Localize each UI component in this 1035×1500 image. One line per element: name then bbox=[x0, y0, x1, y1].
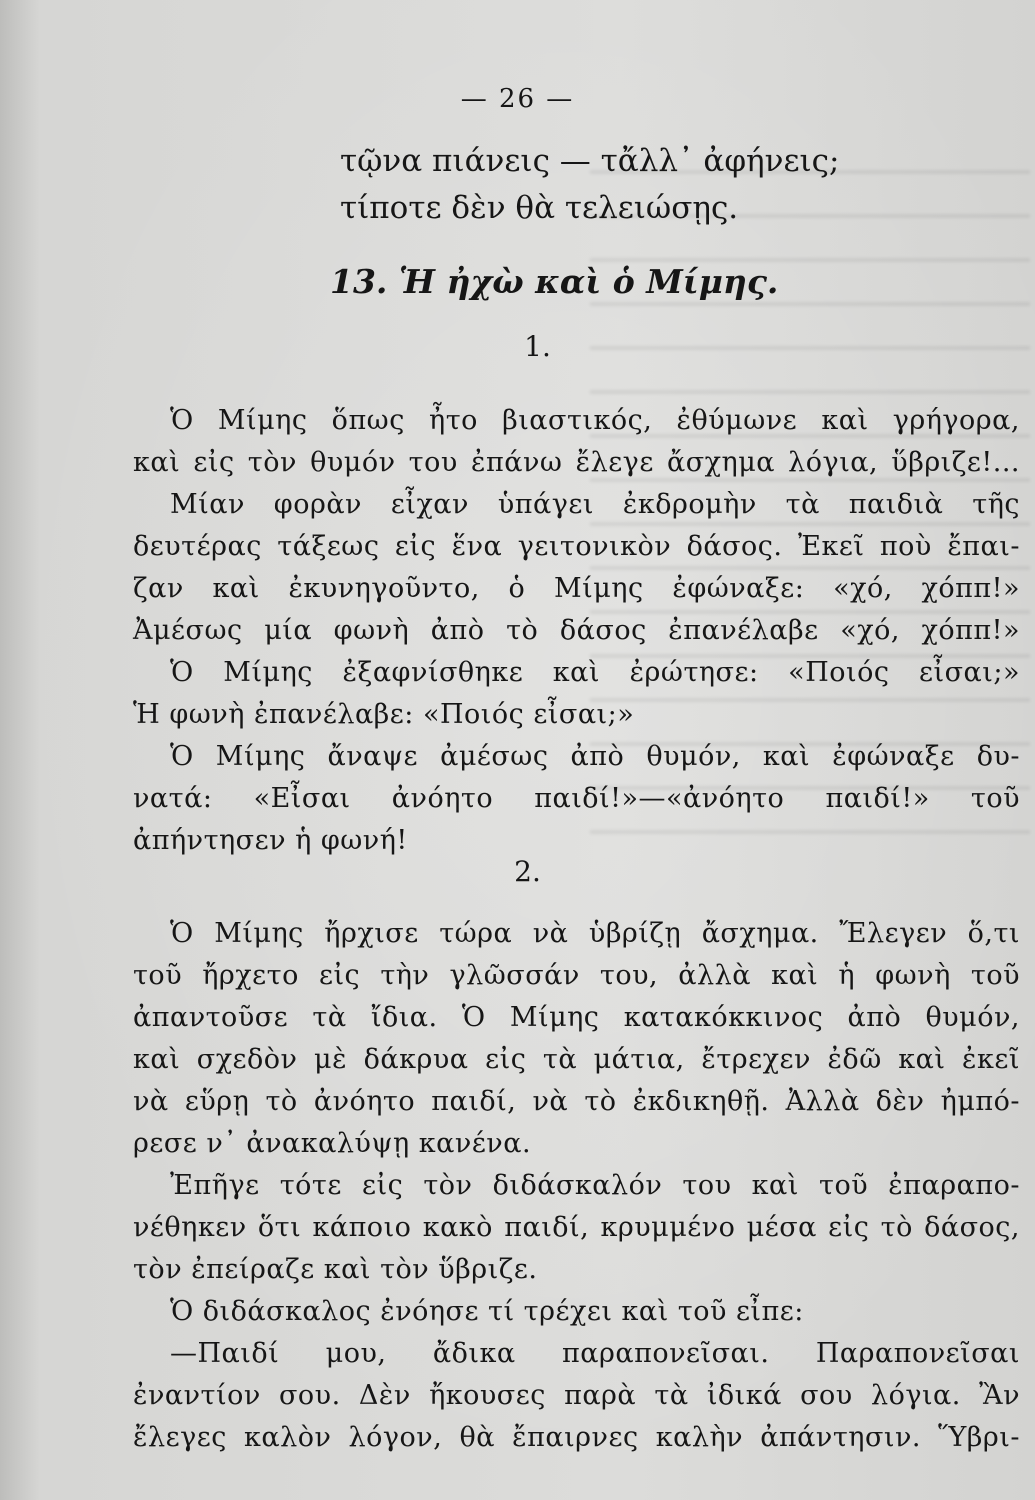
paragraph-line: Ὁ Μίμης ὅπως ἦτο βιαστικός, ἐθύμωνε καὶ γρήγορα, bbox=[170, 405, 1020, 436]
paragraph-line: Ἀμέσως μία φωνὴ ἀπὸ τὸ δάσος ἐπανέλαβε «χό, χόππ!» bbox=[133, 615, 1020, 646]
paragraph-line: ἀπαντοῦσε τὰ ἴδια. Ὁ Μίμης κατακόκκινος ἀπὸ θυμόν, bbox=[133, 1002, 1020, 1033]
paragraph-line: νατά: «Εἶσαι ἀνόητο παιδί!»—«ἀνόητο παιδί!» τοῦ bbox=[133, 783, 1020, 814]
verse-line: τίποτε δὲν θὰ τελειώσῃς. bbox=[340, 190, 739, 226]
section-number: 2. bbox=[514, 855, 541, 888]
paragraph-line: Ὁ Μίμης ἄναψε ἀμέσως ἀπὸ θυμόν, καὶ ἐφώναξε δυ- bbox=[170, 741, 1020, 772]
page-number: — 26 — bbox=[460, 84, 575, 114]
paragraph-line: Ὁ διδάσκαλος ἐνόησε τί τρέχει καὶ τοῦ εἶπε: bbox=[170, 1296, 804, 1327]
paragraph-line: τὸν ἐπείραζε καὶ τὸν ὕβριζε. bbox=[133, 1254, 538, 1285]
paragraph-line: καὶ σχεδὸν μὲ δάκρυα εἰς τὰ μάτια, ἔτρεχεν ἐδῶ καὶ ἐκεῖ bbox=[133, 1044, 1020, 1075]
verse-line: τῷνα πιάνεις — τἄλλ᾽ ἀφήνεις; bbox=[340, 143, 840, 179]
paragraph-line: Ὁ Μίμης ἤρχισε τώρα νὰ ὑβρίζῃ ἄσχημα. Ἔλεγεν ὅ,τι bbox=[170, 918, 1020, 949]
paragraph-line: τοῦ ἤρχετο εἰς τὴν γλῶσσάν του, ἀλλὰ καὶ ἡ φωνὴ τοῦ bbox=[133, 960, 1020, 991]
paragraph-line: νὰ εὕρῃ τὸ ἀνόητο παιδί, νὰ τὸ ἐκδικηθῇ. Ἀλλὰ δὲν ἠμπό- bbox=[133, 1086, 1020, 1117]
section-number: 1. bbox=[524, 330, 551, 363]
paragraph-line: ζαν καὶ ἐκυνηγοῦντο, ὁ Μίμης ἐφώναξε: «χό, χόππ!» bbox=[133, 573, 1020, 604]
paragraph-line: Ἐπῆγε τότε εἰς τὸν διδάσκαλόν του καὶ τοῦ ἐπαραπο- bbox=[170, 1170, 1020, 1201]
paragraph-line: νέθηκεν ὅτι κάποιο κακὸ παιδί, κρυμμένο μέσα εἰς τὸ δάσος, bbox=[133, 1212, 1020, 1243]
paragraph-line: Ἡ φωνὴ ἐπανέλαβε: «Ποιός εἶσαι;» bbox=[133, 699, 635, 730]
paragraph-line: δευτέρας τάξεως εἰς ἕνα γειτονικὸν δάσος. Ἐκεῖ ποὺ ἔπαι- bbox=[133, 531, 1020, 562]
paragraph-line: Μίαν φορὰν εἶχαν ὑπάγει ἐκδρομὴν τὰ παιδιὰ τῆς bbox=[170, 489, 1020, 520]
lesson-title: 13. Ἡ ἠχὼ καὶ ὁ Μίμης. bbox=[330, 262, 779, 301]
paragraph-line: —Παιδί μου, ἄδικα παραπονεῖσαι. Παραπονεῖσαι bbox=[170, 1338, 1020, 1369]
paragraph-line: ἐναντίον σου. Δὲν ἤκουσες παρὰ τὰ ἰδικά σου λόγια. Ἂν bbox=[133, 1380, 1020, 1411]
paragraph-line: ἔλεγες καλὸν λόγον, θὰ ἔπαιρνες καλὴν ἀπάντησιν. Ὕβρι- bbox=[133, 1422, 1020, 1453]
paragraph-line: καὶ εἰς τὸν θυμόν του ἐπάνω ἔλεγε ἄσχημα λόγια, ὕβριζε!... bbox=[133, 447, 1020, 478]
paragraph-line: Ὁ Μίμης ἐξαφνίσθηκε καὶ ἐρώτησε: «Ποιός εἶσαι;» bbox=[170, 657, 1020, 688]
paragraph-line: ρεσε ν᾽ ἀνακαλύψῃ κανένα. bbox=[133, 1128, 532, 1159]
paragraph-line: ἀπήντησεν ἡ φωνή! bbox=[133, 825, 408, 856]
